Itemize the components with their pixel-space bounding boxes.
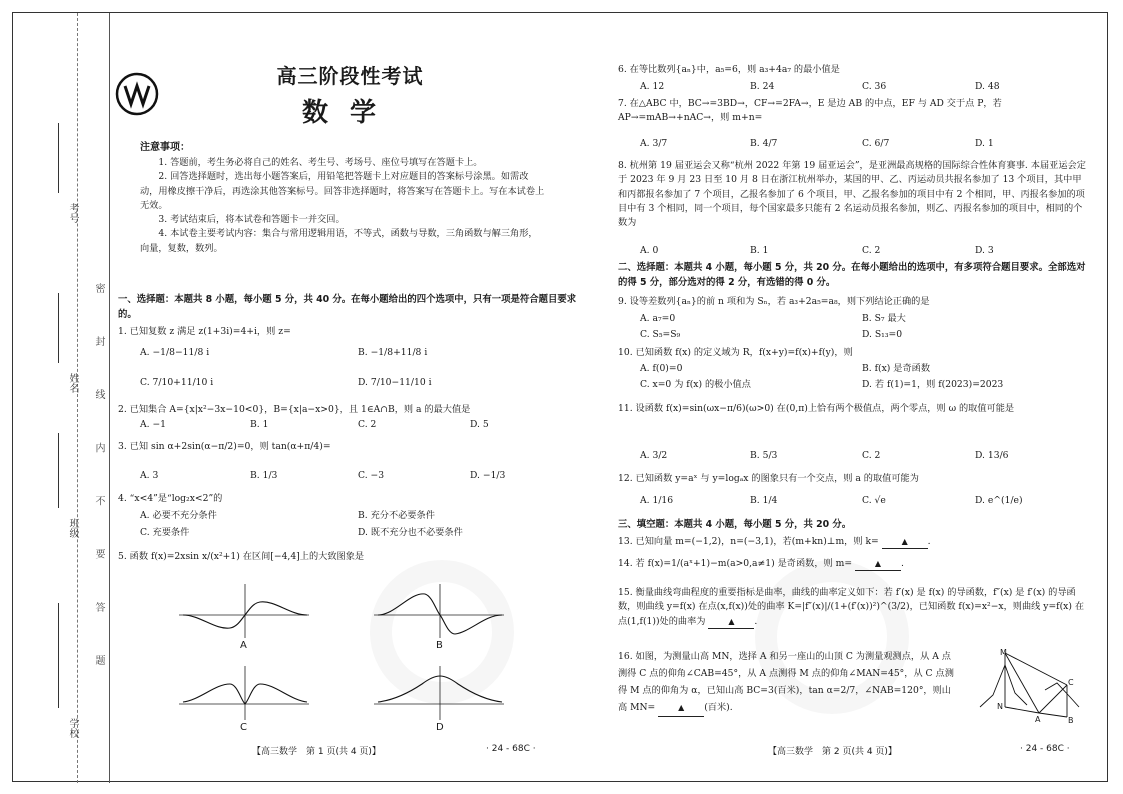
q13 — [618, 535, 931, 549]
exam-title: 高三阶段性考试 — [276, 64, 424, 88]
q1-option-d[interactable]: D. 7/10−11/10 i — [358, 377, 432, 388]
q7-stem: 7. 在△ABC 中，BC→=3BD→，CF→=2FA→，E 是边 AB 的中点，EF 与 AD 交于点 P，若 AP→=mAB→+nAC→，则 m+n= — [618, 98, 1002, 124]
q2-option-c[interactable]: C. 2 — [358, 419, 377, 430]
section3-heading: 三、填空题：本题共 4 小题，每小题 5 分，共 20 分。 — [618, 519, 852, 530]
q8-option-a[interactable]: A. 0 — [640, 245, 659, 256]
q12-option-b[interactable]: B. 1/4 — [750, 495, 778, 506]
q15-answer-blank[interactable]: ▲ — [708, 616, 754, 629]
q7-option-b[interactable]: B. 4/7 — [750, 138, 778, 149]
q16-label-c: C — [1068, 678, 1074, 687]
seal-line-text: 密 封 线 内 不 要 答 题 — [93, 283, 104, 686]
q13-stem: 13. 已知向量 m=(−1,2)，n=(−3,1)，若(m+kn)⊥m，则 k= — [618, 536, 879, 547]
q5-graph-a[interactable] — [175, 580, 315, 640]
q8-stem: 8. 杭州第 19 届亚运会又称“杭州 2022 年第 19 届亚运会”，是亚洲最高规格的国际综合性体育赛事. 本届亚运会定于 2023 年 9 月 23 日至 10 月 8 日在浙江杭州举办，某国的甲、乙、丙运动员共报名参加了 13 个项目，其中甲和丙都报名参加了 7 个项目，乙报名参加了 6 个项目，甲、乙报名参加的项目中有 2 个相同，甲、丙报名参加的项目中有 3 个相同，同一个项目，每个国家最多只能有 2 名运动员报名参加，则乙、丙报名参加的项目中，相同的个数为 — [618, 160, 1086, 228]
q15-tail: . — [754, 615, 758, 627]
q3-stem: 3. 已知 sin α+2sin(α−π/2)=0，则 tan(α+π/4)= — [118, 441, 331, 452]
q1-stem: 1. 已知复数 z 满足 z(1+3i)=4+i，则 z= — [118, 326, 291, 337]
q5-graph-d[interactable] — [370, 662, 510, 722]
name-underline — [58, 293, 59, 363]
notice-list — [140, 156, 545, 256]
q2-stem: 2. 已知集合 A={x|x²−3x−10<0}，B={x|a−x>0}，且 1∈A∩B，则 a 的最大值是 — [118, 404, 471, 415]
publisher-logo-icon — [115, 72, 159, 116]
q16-label-n: N — [997, 702, 1003, 711]
subject-title: 数学 — [301, 98, 398, 128]
school-label: 学校 — [67, 718, 78, 738]
q10-option-a[interactable]: A. f(0)=0 — [640, 363, 683, 374]
q7-option-a[interactable]: A. 3/7 — [640, 138, 668, 149]
left-footer-code: · 24 - 68C · — [486, 744, 536, 754]
q6-stem: 6. 在等比数列{aₙ}中，a₅=6，则 a₃+4a₇ 的最小值是 — [618, 64, 840, 75]
q8-option-d[interactable]: D. 3 — [975, 245, 994, 256]
q5-stem: 5. 函数 f(x)=2xsin x/(x²+1) 在区间[−4,4]上的大致图象是 — [118, 551, 365, 562]
q3-option-c[interactable]: C. −3 — [358, 470, 385, 481]
q6-option-a[interactable]: A. 12 — [640, 81, 665, 92]
q11-option-d[interactable]: D. 13/6 — [975, 450, 1009, 461]
q5-graph-b[interactable] — [370, 580, 510, 640]
q6-option-b[interactable]: B. 24 — [750, 81, 775, 92]
q14-tail: . — [900, 558, 904, 569]
q3-option-b[interactable]: B. 1/3 — [250, 470, 278, 481]
q12-option-d[interactable]: D. e^(1/e) — [975, 495, 1023, 506]
q2-option-b[interactable]: B. 1 — [250, 419, 269, 430]
q16-label-b: B — [1068, 716, 1074, 725]
right-footer-page: 【高三数学 第 2 页(共 4 页)】 — [768, 747, 897, 757]
q6-option-d[interactable]: D. 48 — [975, 81, 1000, 92]
exam-no-label: 考号 — [67, 203, 78, 223]
q10-option-b[interactable]: B. f(x) 是奇函数 — [862, 363, 931, 374]
q9-stem: 9. 设等差数列{aₙ}的前 n 项和为 Sₙ，若 a₃+2a₅=a₈，则下列结论正确的是 — [618, 296, 930, 307]
exam-no-underline — [58, 123, 59, 193]
q16-label-m: M — [1000, 648, 1007, 657]
q4-option-d[interactable]: D. 既不充分也不必要条件 — [358, 527, 463, 538]
q4-option-c[interactable]: C. 充要条件 — [140, 527, 190, 538]
q8-option-c[interactable]: C. 2 — [862, 245, 881, 256]
q5-label-d: D — [436, 722, 444, 733]
q16-tail: (百米). — [704, 702, 733, 714]
q16-stem: 16. 如图，为测量山高 MN，选择 A 和另一座山的山顶 C 为测量观测点，从 A 点测得 C 点的仰角∠CAB=45°，从 A 点测得 M 点的仰角∠MAN=45°，从 C 点测得 M 点的仰角为 α，已知山高 BC=3(百米)，tan α=2/7，∠NAB=120°，则山高 MN= — [618, 651, 954, 714]
left-footer-page: 【高三数学 第 1 页(共 4 页)】 — [252, 747, 381, 757]
q5-label-a: A — [240, 640, 247, 651]
q11-option-c[interactable]: C. 2 — [862, 450, 881, 461]
q11-option-b[interactable]: B. 5/3 — [750, 450, 778, 461]
q12-option-c[interactable]: C. √e — [862, 495, 886, 506]
q13-tail: . — [927, 536, 931, 547]
name-label: 姓名 — [67, 373, 78, 393]
binding-margin — [13, 13, 110, 783]
q3-option-a[interactable]: A. 3 — [140, 470, 159, 481]
q16-label-a: A — [1035, 715, 1041, 724]
q1-option-a[interactable]: A. −1/8−11/8 i — [140, 347, 210, 358]
section2-heading: 二、选择题：本题共 4 小题，每小题 5 分，共 20 分。在每小题给出的选项中，有多项符合题目要求。全部选对的得 5 分，部分选对的得 2 分，有选错的得 0 分。 — [618, 262, 1086, 288]
class-underline — [58, 433, 59, 508]
q7-option-d[interactable]: D. 1 — [975, 138, 994, 149]
q5-label-c: C — [240, 722, 247, 733]
q2-option-d[interactable]: D. 5 — [470, 419, 489, 430]
q13-answer-blank[interactable]: ▲ — [882, 536, 928, 549]
notice-heading: 注意事项： — [140, 142, 190, 153]
q15 — [618, 586, 1088, 629]
q3-option-d[interactable]: D. −1/3 — [470, 470, 506, 481]
q15-stem: 15. 衡量曲线弯曲程度的重要指标是曲率，曲线的曲率定义如下：若 f′(x) 是 f(x) 的导函数，f″(x) 是 f′(x) 的导函数，则曲线 y=f(x) 在点(x,f(x))处的曲率 K=|f″(x)|/(1+(f′(x))²)^(3/2)，已知函数 f(x)=x²−x，则曲线 y=f(x) 在点(1,f(1))处的曲率为 — [618, 587, 1085, 627]
notice-item: 1. 答题前，考生务必将自己的姓名、考生号、考场号、座位号填写在答题卡上。 — [158, 157, 483, 168]
q8-option-b[interactable]: B. 1 — [750, 245, 769, 256]
q11-stem: 11. 设函数 f(x)=sin(ωx−π/6)(ω>0) 在(0,π)上恰有两个极值点，两个零点，则 ω 的取值可能是 — [618, 403, 1015, 414]
class-label: 班级 — [67, 518, 78, 538]
q10-stem: 10. 已知函数 f(x) 的定义域为 R，f(x+y)=f(x)+f(y)，则 — [618, 347, 853, 358]
q9-option-a[interactable]: A. a₇=0 — [640, 313, 676, 324]
notice-item: 3. 考试结束后，将本试卷和答题卡一并交回。 — [158, 214, 345, 225]
q9-option-c[interactable]: C. S₅=S₉ — [640, 329, 681, 340]
q14-stem: 14. 若 f(x)=1/(aˣ+1)−m(a>0,a≠1) 是奇函数，则 m= — [618, 558, 853, 569]
section1-heading: 一、选择题：本题共 8 小题，每小题 5 分，共 40 分。在每小题给出的四个选项中，只有一项是符合题目要求的。 — [118, 294, 577, 320]
q1-option-b[interactable]: B. −1/8+11/8 i — [358, 347, 428, 358]
q14-answer-blank[interactable]: ▲ — [855, 558, 901, 571]
q14 — [618, 557, 904, 571]
notice-item: 2. 回答选择题时，选出每小题答案后，用铅笔把答题卡上对应题目的答案标号涂黑。如需改动，用橡皮擦干净后，再选涂其他答案标号。回答非选择题时，将答案写在答题卡上。写在本试卷上无效。 — [140, 171, 545, 211]
q1-option-c[interactable]: C. 7/10+11/10 i — [140, 377, 214, 388]
q12-option-a[interactable]: A. 1/16 — [640, 495, 674, 506]
q10-option-c[interactable]: C. x=0 为 f(x) 的极小值点 — [640, 379, 751, 390]
school-underline — [58, 603, 59, 708]
q16-answer-blank[interactable]: ▲ — [658, 701, 704, 717]
q2-option-a[interactable]: A. −1 — [140, 419, 167, 430]
q5-graph-c[interactable] — [175, 662, 315, 722]
q12-stem: 12. 已知函数 y=aˣ 与 y=logₐx 的图象只有一个交点，则 a 的取值可能为 — [618, 473, 919, 484]
q16 — [618, 648, 958, 717]
q10-option-d[interactable]: D. 若 f(1)=1，则 f(2023)=2023 — [862, 379, 1004, 390]
q6-option-c[interactable]: C. 36 — [862, 81, 887, 92]
q9-option-d[interactable]: D. S₁₃=0 — [862, 329, 903, 340]
seal-dashed-line — [77, 13, 78, 783]
q4-stem: 4. “x<4”是“log₂x<2”的 — [118, 493, 223, 504]
q5-label-b: B — [436, 640, 443, 651]
right-footer-code: · 24 - 68C · — [1020, 744, 1070, 754]
notice-item: 4. 本试卷主要考试内容：集合与常用逻辑用语，不等式，函数与导数，三角函数与解三角形，向量，复数，数列。 — [140, 228, 538, 254]
q4-option-b[interactable]: B. 充分不必要条件 — [358, 510, 435, 521]
q4-option-a[interactable]: A. 必要不充分条件 — [140, 510, 217, 521]
q7-option-c[interactable]: C. 6/7 — [862, 138, 890, 149]
q9-option-b[interactable]: B. S₇ 最大 — [862, 313, 906, 324]
q11-option-a[interactable]: A. 3/2 — [640, 450, 668, 461]
